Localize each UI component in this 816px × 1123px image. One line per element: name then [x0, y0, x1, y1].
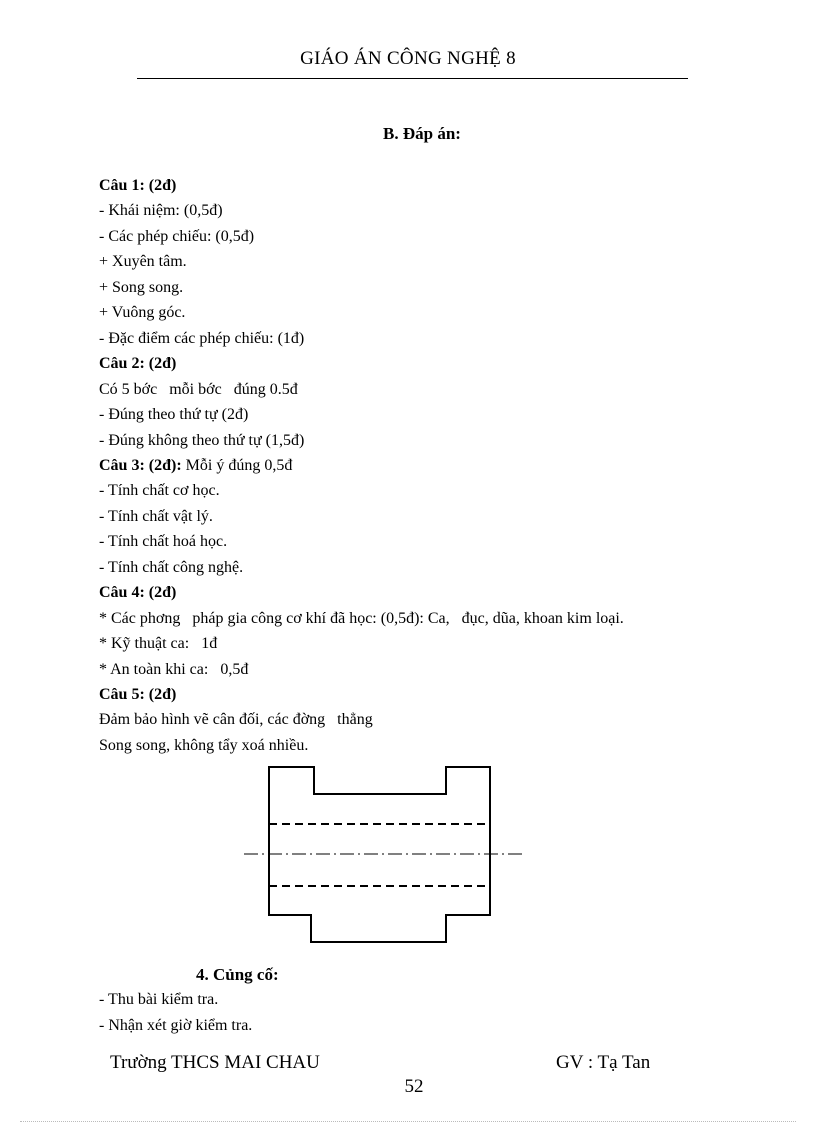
- answer-text: - Tính chất công nghệ.: [99, 559, 244, 576]
- consolidation-item: - Nhận xét giờ kiểm tra.: [99, 1017, 253, 1034]
- answer-line: [99, 609, 624, 629]
- answer-text: Có 5 bớc mỗi bớc đúng 0.5đ: [99, 381, 298, 398]
- question-heading: [99, 583, 176, 603]
- school-name: Trường THCS MAI CHAU: [110, 1052, 320, 1073]
- answer-line: [99, 507, 213, 527]
- technical-drawing: [240, 762, 525, 947]
- teacher-name: GV : Tạ Tan: [556, 1052, 651, 1073]
- answer-line: [99, 380, 298, 400]
- answer-text: Song song, không tẩy xoá nhiều.: [99, 737, 309, 754]
- answer-text: + Xuyên tâm.: [99, 253, 187, 270]
- answer-text: Mỗi ý đúng 0,5đ: [181, 457, 293, 474]
- answer-line: [99, 481, 220, 501]
- answer-text: - Khái niệm: (0,5đ): [99, 202, 223, 219]
- question-heading: [99, 685, 176, 705]
- answer-line: [99, 634, 217, 654]
- answer-line: [99, 405, 248, 425]
- question-label: Câu 2: (2đ): [99, 355, 177, 372]
- answer-line: [99, 329, 304, 349]
- header-divider: [137, 78, 688, 79]
- answer-text: * Các phơng pháp gia công cơ khí đã học: (0,5đ): Ca, đục, dũa, khoan kim loại.: [99, 610, 624, 627]
- header-title: GIÁO ÁN CÔNG NGHỆ 8: [300, 48, 516, 69]
- answer-text: - Đúng theo thứ tự (2đ): [99, 406, 249, 423]
- answer-line: [99, 558, 243, 578]
- answer-text: + Song song.: [99, 279, 184, 296]
- question-heading: [99, 176, 176, 196]
- answer-text: - Tính chất hoá học.: [99, 533, 228, 550]
- question-label: Câu 4: (2đ): [99, 584, 177, 601]
- consolidation-item: - Thu bài kiểm tra.: [99, 991, 219, 1008]
- answer-line: [99, 660, 248, 680]
- answer-line: [99, 201, 223, 221]
- answer-text: + Vuông góc.: [99, 304, 186, 321]
- consolidation-title: 4. Củng cố:: [196, 965, 279, 984]
- answer-line: [99, 710, 373, 730]
- question-label: Câu 5: (2đ): [99, 686, 177, 703]
- answer-line: [99, 278, 183, 298]
- page-number: 52: [404, 1076, 424, 1097]
- answer-line: [99, 252, 187, 272]
- answer-text: - Đặc điểm các phép chiếu: (1đ): [99, 330, 305, 347]
- answer-line: [99, 303, 185, 323]
- answer-text: Đảm bảo hình vẽ cân đối, các đờng thẳng: [99, 711, 373, 728]
- answer-line: [99, 532, 227, 552]
- answer-line: [99, 227, 254, 247]
- answer-text: - Tính chất cơ học.: [99, 482, 220, 499]
- answer-line: [99, 431, 304, 451]
- answer-text: * Kỹ thuật ca: 1đ: [99, 635, 218, 652]
- question-label: Câu 1: (2đ): [99, 177, 177, 194]
- question-label: Câu 3: (2đ):: [99, 457, 182, 474]
- section-title: B. Đáp án:: [383, 124, 461, 143]
- question-heading: [99, 354, 176, 374]
- page-bottom-divider: [20, 1121, 796, 1122]
- answer-text: - Tính chất vật lý.: [99, 508, 213, 525]
- answer-line: [99, 736, 308, 756]
- answer-text: - Đúng không theo thứ tự (1,5đ): [99, 432, 305, 449]
- answer-text: - Các phép chiếu: (0,5đ): [99, 228, 255, 245]
- question-heading: [99, 456, 292, 476]
- answer-text: * An toàn khi ca: 0,5đ: [99, 661, 249, 678]
